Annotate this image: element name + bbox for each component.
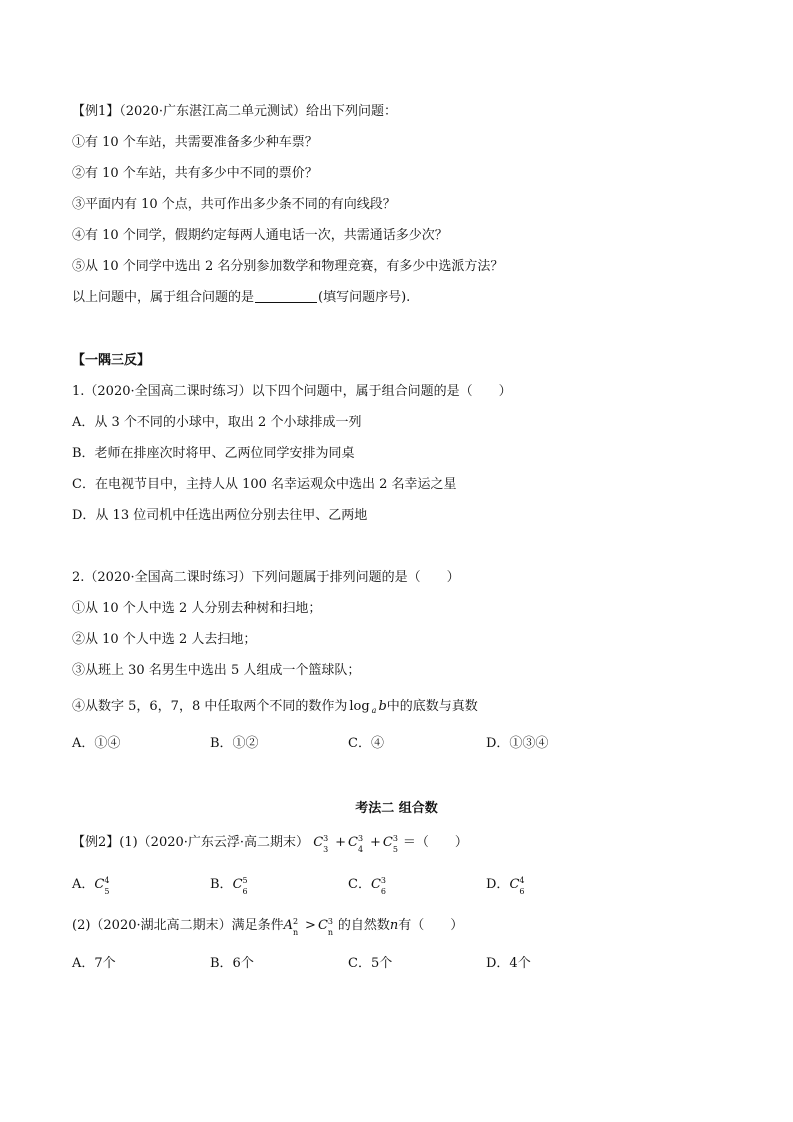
part2-a-sup: 2	[293, 916, 299, 926]
q1-stem: 1.（2020·全国高二课时练习）以下四个问题中，属于组合问题的是（ ）	[72, 384, 512, 399]
part2-a-letter: A	[283, 918, 294, 933]
ex2-option-d-letter: C	[509, 877, 520, 892]
q2-item-1: ①从 10 个人中选 2 人分别去种树和扫地；	[72, 601, 322, 616]
q2-stem: 2.（2020·全国高二课时练习）下列问题属于排列问题的是（ ）	[72, 570, 460, 585]
ex2-option-d	[486, 876, 529, 894]
example1-item-2: ②有 10 个车站，共有多少中不同的票价？	[72, 166, 318, 181]
part2-c-letter: C	[317, 918, 328, 933]
example2-part1-after: ＝（ ）	[402, 835, 468, 850]
q1-option-a: A．从 3 个不同的小球中，取出 2 个小球排成一列	[72, 415, 362, 430]
ex2-option-d-sup: 4	[519, 875, 525, 885]
log-symbol: log	[349, 699, 370, 714]
ex2-option-a-letter: C	[94, 877, 105, 892]
ex2-option-b-sub: 6	[242, 886, 248, 896]
example2-part2-before: (2)（2020·湖北高二期末）满足条件	[72, 918, 284, 933]
ex2-part2-option-d: D．4个	[486, 956, 531, 971]
ex2-part2-option-c: C．5个	[348, 956, 393, 971]
example1-heading: 【例1】（2020·广东湛江高二单元测试）给出下列问题：	[72, 104, 397, 119]
expr-term-3-sup: 3	[392, 833, 398, 843]
example1-item-5: ⑤从 10 个同学中选出 2 名分别参加数学和物理竞赛，有多少中选派方法？	[72, 259, 504, 274]
q2-item-4	[72, 698, 478, 720]
ex2-option-d-label: D．	[486, 877, 510, 892]
conclusion-after: (填写问题序号).	[318, 290, 411, 305]
log-arg: b	[378, 699, 387, 714]
answer-blank[interactable]	[255, 289, 317, 303]
q1-option-b: B．老师在排座次时将甲、乙两位同学安排为同桌	[72, 446, 355, 461]
ex2-option-a-label: A．	[72, 877, 95, 892]
q2-item-3: ③从班上 30 名男生中选出 5 人组成一个篮球队；	[72, 663, 361, 678]
q2-option-d: D．①③④	[486, 736, 549, 751]
part2-after: 有（ ）	[398, 918, 464, 933]
part2-a-sub: n	[293, 927, 299, 937]
ex2-option-c-letter: C	[370, 877, 381, 892]
example2-part1	[72, 834, 468, 852]
ex2-part2-option-a: A．7个	[72, 956, 116, 971]
conclusion-before: 以上问题中，属于组合问题的是	[72, 290, 255, 305]
greater-than: >	[305, 918, 316, 933]
ex2-option-b-letter: C	[232, 877, 243, 892]
ex2-option-c-sup: 3	[380, 875, 386, 885]
ex2-option-b-sup: 5	[242, 875, 248, 885]
practice-heading: 【一隅三反】	[72, 353, 151, 368]
q2-item-4-before: ④从数字 5，6，7，8 中任取两个不同的数作为	[72, 699, 348, 714]
q2-option-c: C．④	[348, 736, 384, 751]
log-base: a	[371, 706, 377, 715]
expr-term-1-sup: 3	[323, 833, 329, 843]
part2-c-sup: 3	[327, 916, 333, 926]
expr-term-2-sup: 3	[358, 833, 364, 843]
plus-2: +	[370, 835, 381, 850]
q1-option-d: D．从 13 位司机中任选出两位分别去往甲、乙两地	[72, 508, 368, 523]
q2-option-b: B．①②	[210, 736, 259, 751]
ex2-option-a-sub: 5	[104, 886, 110, 896]
example2-part2	[72, 917, 463, 935]
section2-title: 考法二 组合数	[355, 801, 438, 816]
expr-term-1-sub: 3	[323, 844, 329, 854]
ex2-option-d-sub: 6	[519, 886, 525, 896]
example1-item-1: ①有 10 个车站，共需要准备多少种车票？	[72, 135, 318, 150]
ex2-option-b	[210, 876, 253, 894]
example1-item-4: ④有 10 个同学，假期约定每两人通电话一次，共需通话多少次？	[72, 228, 448, 243]
part2-var: n	[389, 918, 399, 933]
ex2-option-b-label: B．	[210, 877, 233, 892]
expr-term-3-letter: C	[382, 835, 393, 850]
expr-term-2-sub: 4	[358, 844, 364, 854]
expr-term-2-letter: C	[348, 835, 358, 850]
q2-item-4-after: 中的底数与真数	[386, 699, 478, 714]
example1-item-3: ③平面内有 10 个点，共可作出多少条不同的有向线段？	[72, 197, 396, 212]
ex2-option-c-sub: 6	[380, 886, 386, 896]
plus-1: +	[335, 835, 347, 850]
ex2-option-c	[348, 876, 391, 894]
ex2-part2-option-b: B．6个	[210, 956, 254, 971]
part2-c-sub: n	[327, 927, 334, 937]
part2-mid: 的自然数	[337, 918, 390, 933]
q1-option-c: C．在电视节目中，主持人从 100 名幸运观众中选出 2 名幸运之星	[72, 477, 457, 492]
example2-part1-before: 【例2】(1)（2020·广东云浮·高二期末）	[72, 835, 310, 850]
q2-item-2: ②从 10 个人中选 2 人去扫地；	[72, 632, 257, 647]
expr-term-1-letter: C	[313, 835, 324, 850]
example1-conclusion	[72, 289, 410, 307]
ex2-option-c-label: C．	[348, 877, 371, 892]
ex2-option-a-sup: 4	[104, 875, 110, 885]
expr-term-3-sub: 5	[392, 844, 398, 854]
ex2-option-a	[72, 876, 114, 894]
q2-option-a: A．①④	[72, 736, 121, 751]
